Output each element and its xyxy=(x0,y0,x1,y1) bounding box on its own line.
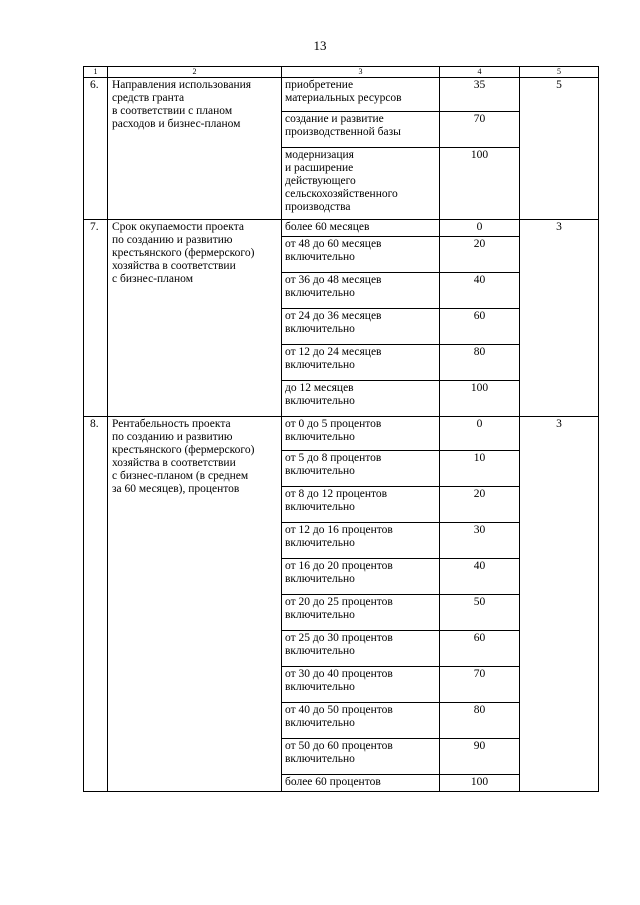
criterion-name: Направления использования средств гранта в соответствии с планом расходов и бизнес-планом xyxy=(108,78,282,220)
option-score: 80 xyxy=(440,345,520,381)
column-number: 3 xyxy=(282,67,440,78)
option-text: от 0 до 5 процентов включительно xyxy=(282,417,440,451)
option-text: от 20 до 25 процентов включительно xyxy=(282,595,440,631)
option-score: 10 xyxy=(440,451,520,487)
option-score: 0 xyxy=(440,220,520,237)
criterion-name: Срок окупаемости проекта по созданию и развитию крестьянского (фермерского) хозяйства в соответствии с бизнес-планом xyxy=(108,220,282,417)
option-score: 100 xyxy=(440,148,520,220)
option-text: более 60 процентов xyxy=(282,775,440,792)
option-text: от 12 до 24 месяцев включительно xyxy=(282,345,440,381)
option-score: 100 xyxy=(440,775,520,792)
column-number: 4 xyxy=(440,67,520,78)
criterion-number: 6. xyxy=(84,78,108,220)
option-text: от 30 до 40 процентов включительно xyxy=(282,667,440,703)
option-text: от 12 до 16 процентов включительно xyxy=(282,523,440,559)
option-score: 80 xyxy=(440,703,520,739)
option-text: от 48 до 60 месяцев включительно xyxy=(282,237,440,273)
criteria-table-body xyxy=(84,67,599,792)
option-text: более 60 месяцев xyxy=(282,220,440,237)
option-score: 20 xyxy=(440,487,520,523)
option-score: 70 xyxy=(440,112,520,148)
criterion-option-row xyxy=(84,220,599,237)
option-score: 20 xyxy=(440,237,520,273)
criterion-number: 7. xyxy=(84,220,108,417)
option-text: от 36 до 48 месяцев включительно xyxy=(282,273,440,309)
option-score: 0 xyxy=(440,417,520,451)
option-text: от 50 до 60 процентов включительно xyxy=(282,739,440,775)
option-score: 60 xyxy=(440,631,520,667)
option-score: 70 xyxy=(440,667,520,703)
option-score: 60 xyxy=(440,309,520,345)
option-score: 90 xyxy=(440,739,520,775)
column-number-row xyxy=(84,67,599,78)
option-score: 50 xyxy=(440,595,520,631)
option-text: от 40 до 50 процентов включительно xyxy=(282,703,440,739)
option-text: модернизация и расширение действующего сельскохозяйственного производства xyxy=(282,148,440,220)
column-number: 2 xyxy=(108,67,282,78)
option-text: от 5 до 8 процентов включительно xyxy=(282,451,440,487)
criterion-number: 8. xyxy=(84,417,108,792)
option-score: 35 xyxy=(440,78,520,112)
option-score: 100 xyxy=(440,381,520,417)
criterion-option-row xyxy=(84,417,599,451)
option-score: 30 xyxy=(440,523,520,559)
column-number: 5 xyxy=(520,67,599,78)
option-text: от 16 до 20 процентов включительно xyxy=(282,559,440,595)
criterion-weight: 5 xyxy=(520,78,599,220)
option-text: от 25 до 30 процентов включительно xyxy=(282,631,440,667)
option-score: 40 xyxy=(440,559,520,595)
option-text: приобретение материальных ресурсов xyxy=(282,78,440,112)
option-text: создание и развитие производственной базы xyxy=(282,112,440,148)
criterion-name: Рентабельность проекта по созданию и развитию крестьянского (фермерского) хозяйства в соответствии с бизнес-планом (в среднем за 60 месяцев), процентов xyxy=(108,417,282,792)
column-number: 1 xyxy=(84,67,108,78)
criterion-weight: 3 xyxy=(520,417,599,792)
criterion-weight: 3 xyxy=(520,220,599,417)
criteria-table xyxy=(83,66,599,792)
option-score: 40 xyxy=(440,273,520,309)
page-number: 13 xyxy=(313,38,327,53)
option-text: до 12 месяцев включительно xyxy=(282,381,440,417)
criterion-option-row xyxy=(84,78,599,112)
option-text: от 8 до 12 процентов включительно xyxy=(282,487,440,523)
option-text: от 24 до 36 месяцев включительно xyxy=(282,309,440,345)
